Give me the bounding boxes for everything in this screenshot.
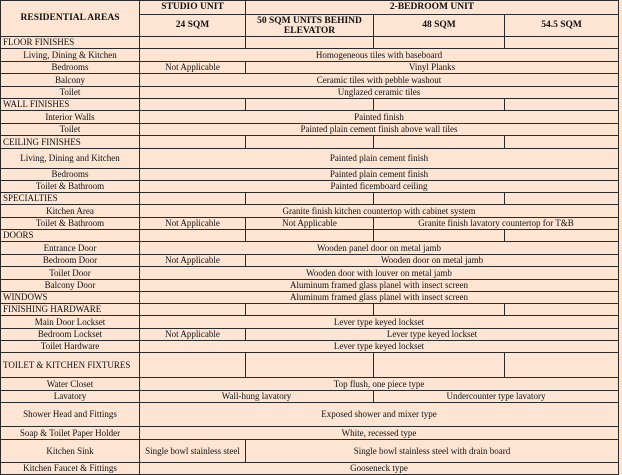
table-row (1, 218, 619, 230)
row-label: Toilet Door (1, 267, 140, 280)
table-row (1, 391, 619, 403)
table-row (1, 329, 619, 341)
table-row (1, 62, 619, 74)
empty-cell (246, 230, 374, 242)
table-row (1, 267, 619, 280)
header-size-48: 48 SQM (374, 15, 505, 37)
table-row (1, 255, 619, 267)
spec-cell: Lever type keyed lockset (246, 329, 619, 341)
table-row (1, 378, 619, 391)
table-row (1, 280, 619, 292)
spec-cell: Painted finish (140, 111, 619, 124)
table-row (1, 37, 619, 49)
table-row (1, 74, 619, 87)
table-row (1, 169, 619, 181)
section-heading: FLOOR FINISHES (1, 37, 140, 49)
section-heading: FINISHING HARDWARE (1, 304, 140, 316)
row-label: Balcony Door (1, 280, 140, 292)
empty-cell (246, 353, 374, 378)
empty-cell (505, 99, 619, 111)
row-label: Toilet & Bathroom (1, 218, 140, 230)
spec-cell: Wall-hung lavatory (140, 391, 374, 403)
spec-cell: White, recessed type (140, 427, 619, 440)
empty-cell (140, 37, 246, 49)
empty-cell (505, 353, 619, 378)
empty-cell (374, 37, 505, 49)
empty-cell (374, 353, 505, 378)
row-label: Toilet & Bathroom (1, 181, 140, 193)
row-label: Interior Walls (1, 111, 140, 124)
empty-cell (246, 304, 374, 316)
spec-cell: Lever type keyed lockset (140, 341, 619, 353)
row-label: Soap & Toilet Paper Holder (1, 427, 140, 440)
row-label: Toilet Hardware (1, 341, 140, 353)
section-heading: CEILING FINISHES (1, 136, 140, 149)
spec-cell: Wooden panel door on metal jamb (140, 242, 619, 255)
table-row (1, 292, 619, 304)
spec-cell: Not Applicable (140, 62, 246, 74)
table-row (1, 440, 619, 463)
spec-cell: Granite finish lavatory countertop for T&B (374, 218, 619, 230)
spec-cell: Painted plain cement finish (140, 149, 619, 169)
table-row (1, 463, 619, 475)
table-row (1, 316, 619, 329)
empty-cell (246, 193, 374, 205)
empty-cell (374, 136, 505, 149)
table-row (1, 181, 619, 193)
header-row-top (1, 1, 619, 15)
section-heading: WALL FINISHES (1, 99, 140, 111)
empty-cell (140, 99, 246, 111)
spec-cell: Top flush, one piece type (140, 378, 619, 391)
empty-cell (246, 37, 374, 49)
spec-cell: Unglazed ceramic tiles (140, 87, 619, 99)
table-row (1, 230, 619, 242)
header-size-54-5: 54.5 SQM (505, 15, 619, 37)
spec-cell: Not Applicable (246, 218, 374, 230)
empty-cell (140, 230, 246, 242)
row-label: Kitchen Area (1, 205, 140, 218)
row-label: Living, Dining and Kitchen (1, 149, 140, 169)
table-row (1, 304, 619, 316)
row-label: Toilet (1, 87, 140, 99)
spec-cell: Lever type keyed lockset (140, 316, 619, 329)
spec-cell: Painted plain cement finish (140, 169, 619, 181)
empty-cell (374, 99, 505, 111)
section-heading: SPECIALTIES (1, 193, 140, 205)
section-heading: WINDOWS (1, 292, 140, 304)
spec-cell: Single bowl stainless steel with drain board (246, 440, 619, 463)
table-row (1, 193, 619, 205)
table-row (1, 149, 619, 169)
spec-cell: Gooseneck type (140, 463, 619, 475)
header-size-50: 50 SQM UNITS BEHIND ELEVATOR (246, 15, 374, 37)
spec-cell: Wooden door with louver on metal jamb (140, 267, 619, 280)
spec-cell: Undercounter type lavatory (374, 391, 619, 403)
table-row (1, 136, 619, 149)
row-label: Bedroom Lockset (1, 329, 140, 341)
empty-cell (374, 193, 505, 205)
row-label: Entrance Door (1, 242, 140, 255)
empty-cell (140, 304, 246, 316)
header-studio-unit: STUDIO UNIT (140, 1, 246, 15)
table-row (1, 427, 619, 440)
row-label: Water Closet (1, 378, 140, 391)
spec-cell: Not Applicable (140, 218, 246, 230)
row-label: Main Door Lockset (1, 316, 140, 329)
empty-cell (140, 136, 246, 149)
table-row (1, 99, 619, 111)
row-label: Kitchen Faucet & Fittings (1, 463, 140, 475)
section-heading: TOILET & KITCHEN FIXTURES (1, 353, 140, 378)
empty-cell (505, 37, 619, 49)
empty-cell (140, 193, 246, 205)
spec-cell: Homogeneous tiles with baseboard (140, 49, 619, 62)
spec-cell: Vinyl Planks (246, 62, 619, 74)
spec-cell: Ceramic tiles with pebble washout (140, 74, 619, 87)
table-row (1, 353, 619, 378)
table-row (1, 49, 619, 62)
table-row (1, 111, 619, 124)
table-row (1, 341, 619, 353)
spec-cell: Aluminum framed glass planel with insect screen (140, 280, 619, 292)
spec-cell: Aluminum framed glass planel with insect screen (140, 292, 619, 304)
row-label: Bedrooms (1, 62, 140, 74)
empty-cell (505, 230, 619, 242)
spec-cell: Not Applicable (140, 329, 246, 341)
row-label: Shower Head and Fittings (1, 403, 140, 427)
row-label: Lavatory (1, 391, 140, 403)
table-row (1, 87, 619, 99)
spec-cell: Granite finish kitchen countertop with cabinet system (140, 205, 619, 218)
row-label: Bedroom Door (1, 255, 140, 267)
empty-cell (505, 193, 619, 205)
row-label: Living, Dining & Kitchen (1, 49, 140, 62)
empty-cell (140, 353, 246, 378)
table-row (1, 205, 619, 218)
spec-cell: Single bowl stainless steel (140, 440, 246, 463)
header-two-bedroom-unit: 2-BEDROOM UNIT (246, 1, 619, 15)
empty-cell (505, 304, 619, 316)
spec-cell: Exposed shower and mixer type (140, 403, 619, 427)
empty-cell (246, 136, 374, 149)
spec-cell: Painted plain cement finish above wall tiles (140, 124, 619, 136)
empty-cell (505, 136, 619, 149)
section-heading: DOORS (1, 230, 140, 242)
spec-cell: Painted ficemboard ceiling (140, 181, 619, 193)
spec-cell: Not Applicable (140, 255, 246, 267)
empty-cell (374, 304, 505, 316)
empty-cell (246, 99, 374, 111)
header-size-24: 24 SQM (140, 15, 246, 37)
row-label: Balcony (1, 74, 140, 87)
row-label: Bedrooms (1, 169, 140, 181)
row-label: Toilet (1, 124, 140, 136)
empty-cell (374, 230, 505, 242)
spec-cell: Wooden door on metal jamb (246, 255, 619, 267)
header-residential-areas: RESIDENTIAL AREAS (1, 1, 140, 37)
table-row (1, 124, 619, 136)
row-label: Kitchen Sink (1, 440, 140, 463)
table-row (1, 403, 619, 427)
table-row (1, 242, 619, 255)
